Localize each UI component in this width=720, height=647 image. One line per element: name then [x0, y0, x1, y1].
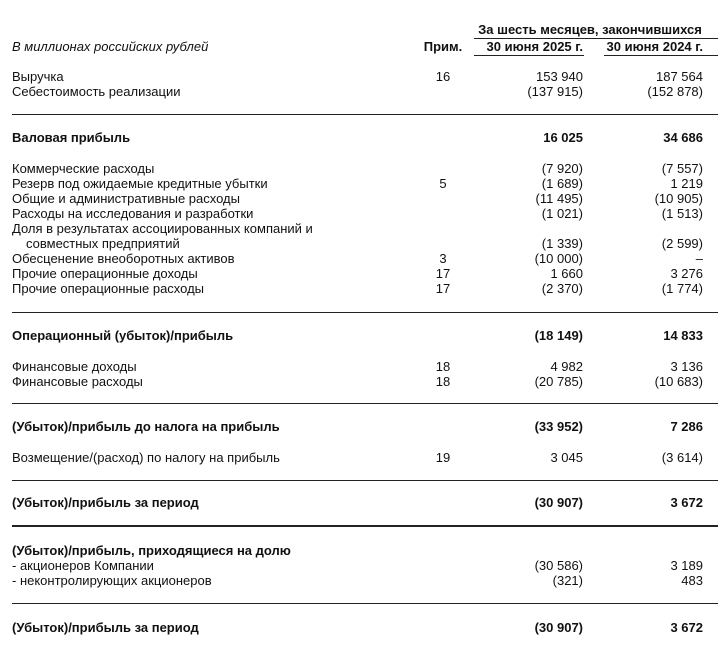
- column-header-2025: 30 июня 2025 г.: [486, 39, 583, 54]
- row-label: Обесценение внеоборотных активов: [12, 251, 235, 266]
- value-2025: (2 370): [541, 281, 583, 296]
- divider: [12, 603, 718, 604]
- divider: [604, 55, 718, 56]
- value-2025: (30 907): [534, 620, 583, 635]
- value-2025: (30 907): [534, 495, 583, 510]
- row-label: - неконтролирующих акционеров: [12, 573, 212, 588]
- value-2024: 7 286: [670, 419, 703, 434]
- row-label: Операционный (убыток)/прибыль: [12, 328, 234, 343]
- row-label: Финансовые доходы: [12, 359, 137, 374]
- value-2025: 16 025: [543, 130, 583, 145]
- row-label: Прочие операционные расходы: [12, 281, 205, 296]
- value-2025: (10 000): [534, 251, 583, 266]
- row-label: Прочие операционные доходы: [12, 266, 198, 281]
- divider: [12, 114, 718, 115]
- row-label: Выручка: [12, 69, 64, 84]
- value-2024: 483: [681, 573, 703, 588]
- row-label: Валовая прибыль: [12, 130, 131, 145]
- row-note: 3: [439, 251, 447, 266]
- value-2024: (10 683): [654, 374, 703, 389]
- value-2024: 3 276: [670, 266, 703, 281]
- value-2024: 34 686: [663, 130, 703, 145]
- value-2025: (1 021): [541, 206, 583, 221]
- value-2024: 3 672: [670, 620, 703, 635]
- row-note: 19: [435, 450, 451, 465]
- value-2025: (137 915): [527, 84, 583, 99]
- value-2025: 153 940: [536, 69, 583, 84]
- period-caption: За шесть месяцев, закончившихся: [478, 22, 702, 37]
- column-header-2024: 30 июня 2024 г.: [606, 39, 703, 54]
- row-label: Возмещение/(расход) по налогу на прибыль: [12, 450, 280, 465]
- row-label: Себестоимость реализации: [12, 84, 181, 99]
- row-label: (Убыток)/прибыль до налога на прибыль: [12, 419, 280, 434]
- row-note: 17: [435, 281, 451, 296]
- value-2024: –: [695, 251, 703, 266]
- row-label: Общие и административные расходы: [12, 191, 240, 206]
- value-2025: (18 149): [534, 328, 583, 343]
- value-2025: (11 495): [535, 191, 583, 206]
- row-label: Доля в результатах ассоциированных компаний и: [12, 221, 313, 236]
- value-2024: (10 905): [654, 191, 703, 206]
- value-2024: 1 219: [670, 176, 703, 191]
- row-note: 16: [435, 69, 451, 84]
- value-2024: 3 189: [670, 558, 703, 573]
- value-2025: (33 952): [534, 419, 583, 434]
- value-2025: (30 586): [534, 558, 583, 573]
- row-note: 18: [435, 359, 451, 374]
- row-label: (Убыток)/прибыль, приходящиеся на долю: [12, 543, 291, 558]
- value-2024: 187 564: [656, 69, 703, 84]
- divider: [12, 480, 718, 481]
- row-label-continued: совместных предприятий: [26, 236, 180, 251]
- value-2024: (3 614): [661, 450, 703, 465]
- value-2024: (2 599): [661, 236, 703, 251]
- row-note: 17: [435, 266, 451, 281]
- value-2025: (7 920): [541, 161, 583, 176]
- value-2025: 4 982: [550, 359, 583, 374]
- value-2025: (321): [552, 573, 583, 588]
- row-label: Расходы на исследования и разработки: [12, 206, 254, 221]
- value-2025: 3 045: [550, 450, 583, 465]
- row-label: (Убыток)/прибыль за период: [12, 495, 199, 510]
- row-note: 5: [439, 176, 447, 191]
- value-2024: (1 513): [661, 206, 703, 221]
- row-label: Резерв под ожидаемые кредитные убытки: [12, 176, 268, 191]
- value-2024: (152 878): [647, 84, 703, 99]
- note-column-header: Прим.: [423, 39, 463, 54]
- value-2025: (1 689): [541, 176, 583, 191]
- row-note: 18: [435, 374, 451, 389]
- row-label: Коммерческие расходы: [12, 161, 155, 176]
- row-label: - акционеров Компании: [12, 558, 154, 573]
- value-2025: (1 339): [541, 236, 583, 251]
- value-2024: 14 833: [663, 328, 703, 343]
- value-2024: (7 557): [661, 161, 703, 176]
- row-label: (Убыток)/прибыль за период: [12, 620, 199, 635]
- value-2025: (20 785): [534, 374, 583, 389]
- double-divider: [12, 525, 718, 527]
- divider: [474, 55, 584, 56]
- value-2024: 3 672: [670, 495, 703, 510]
- divider: [12, 403, 718, 404]
- value-2024: 3 136: [670, 359, 703, 374]
- divider: [12, 312, 718, 313]
- units-caption: В миллионах российских рублей: [12, 39, 209, 54]
- value-2025: 1 660: [550, 266, 583, 281]
- value-2024: (1 774): [661, 281, 703, 296]
- row-label: Финансовые расходы: [12, 374, 143, 389]
